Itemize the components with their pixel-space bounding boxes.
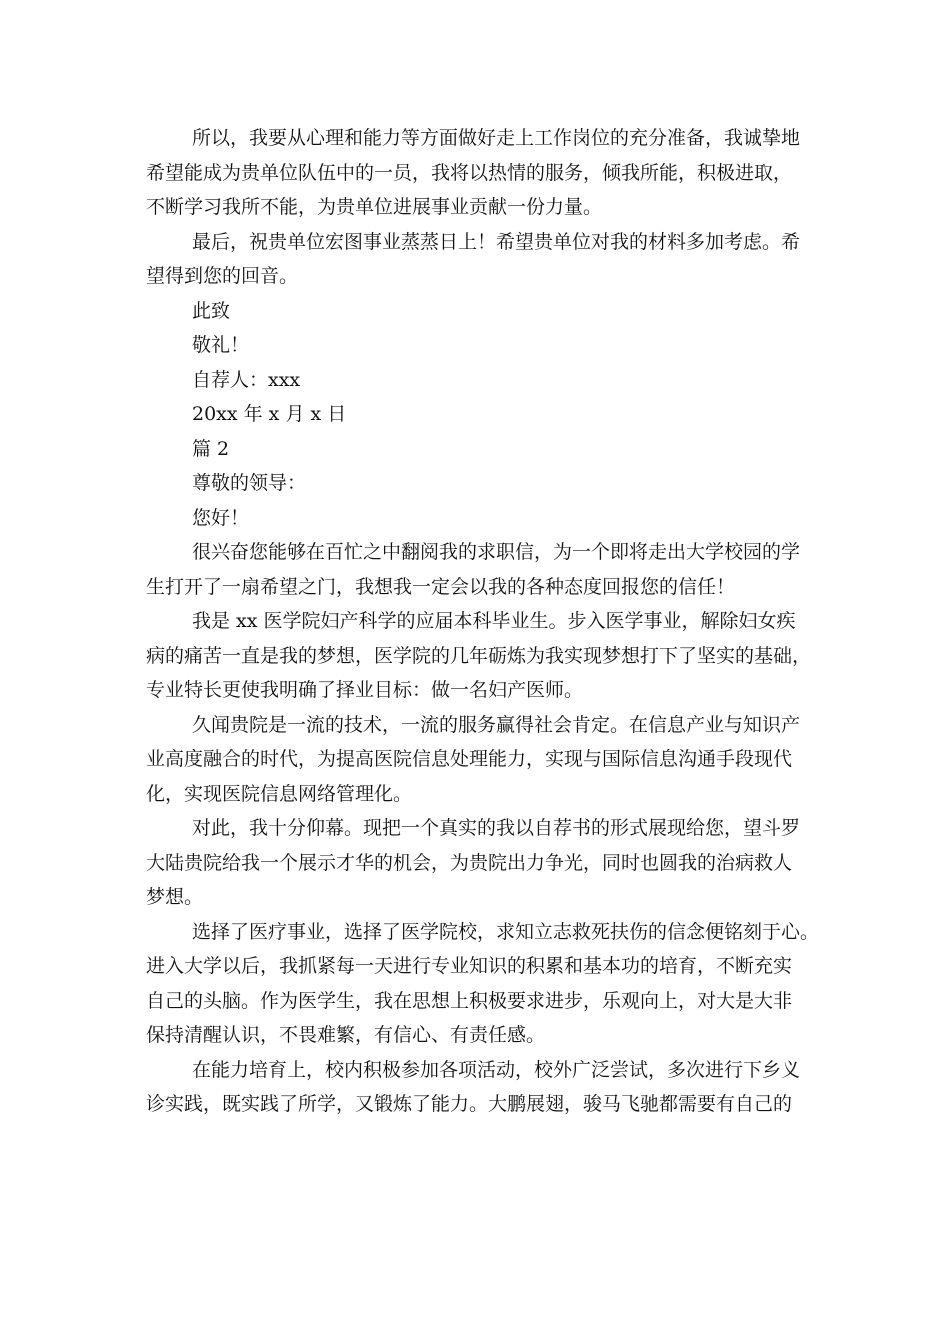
text-line: 希望能成为贵单位队伍中的一员，我将以热情的服务，倾我所能，积极进取，: [146, 161, 793, 184]
closing-line: 此致: [192, 299, 231, 322]
text-line: 诊实践，既实践了所学，又锻炼了能力。大鹏展翅，骏马飞驰都需要有自己的: [146, 1093, 793, 1115]
document-body: [146, 121, 818, 1122]
signature-line: 自荐人：xxx: [192, 368, 301, 391]
text-line: 专业特长更使我明确了择业目标：做一名妇产医师。: [146, 679, 584, 701]
text-line: 久闻贵院是一流的技术，一流的服务赢得社会肯定。在信息产业与知识产: [192, 713, 801, 736]
text-line: 病的痛苦一直是我的梦想，医学院的几年砺炼为我实现梦想打下了坚实的基础，: [146, 644, 812, 667]
text-line: 选择了医疗事业，选择了医学院校，求知立志救死扶伤的信念便铭刻于心。: [192, 920, 820, 943]
text-line: 业高度融合的时代，为提高医院信息处理能力，实现与国际信息沟通手段现代: [146, 748, 793, 770]
closing-salute: 敬礼！: [192, 334, 250, 356]
text-line: 最后，祝贵单位宏图事业蒸蒸日上！希望贵单位对我的材料多加考虑。希: [192, 230, 801, 253]
text-line: 梦想。: [146, 886, 204, 908]
text-line: 保持清醒认识，不畏难繁，有信心、有责任感。: [146, 1024, 546, 1046]
text-line: 生打开了一扇希望之门，我想我一定会以我的各种态度回报您的信任！: [146, 575, 736, 598]
text-line: 对此，我十分仰幕。现把一个真实的我以自荐书的形式展现给您，望斗罗: [192, 817, 801, 839]
greeting: 您好！: [192, 506, 250, 529]
date-line: 20xx 年 x 月 x 日: [192, 403, 347, 425]
text-line: 所以，我要从心理和能力等方面做好走上工作岗位的充分准备，我诚挚地: [192, 127, 801, 149]
text-line: 化，实现医院信息网络管理化。: [146, 782, 413, 805]
text-line: 大陆贵院给我一个展示才华的机会，为贵院出力争光，同时也圆我的治病救人: [146, 851, 793, 874]
salutation: 尊敬的领导：: [192, 472, 307, 494]
text-line: 望得到您的回音。: [146, 265, 299, 287]
text-line: 自己的头脑。作为医学生，我在思想上积极要求进步，乐观向上，对大是大非: [146, 989, 793, 1012]
text-line: 不断学习我所不能，为贵单位进展事业贡献一份力量。: [146, 196, 603, 218]
section-heading: 篇 2: [192, 437, 230, 460]
text-line: 我是 xx 医学院妇产科学的应届本科毕业生。步入医学事业，解除妇女疾: [192, 610, 796, 632]
text-line: 在能力培育上，校内积极参加各项活动，校外广泛尝试，多次进行下乡义: [192, 1058, 801, 1081]
text-line: 进入大学以后，我抓紧每一天进行专业知识的积累和基本功的培育，不断充实: [146, 955, 793, 977]
text-line: 很兴奋您能够在百忙之中翻阅我的求职信，为一个即将走出大学校园的学: [192, 541, 801, 563]
